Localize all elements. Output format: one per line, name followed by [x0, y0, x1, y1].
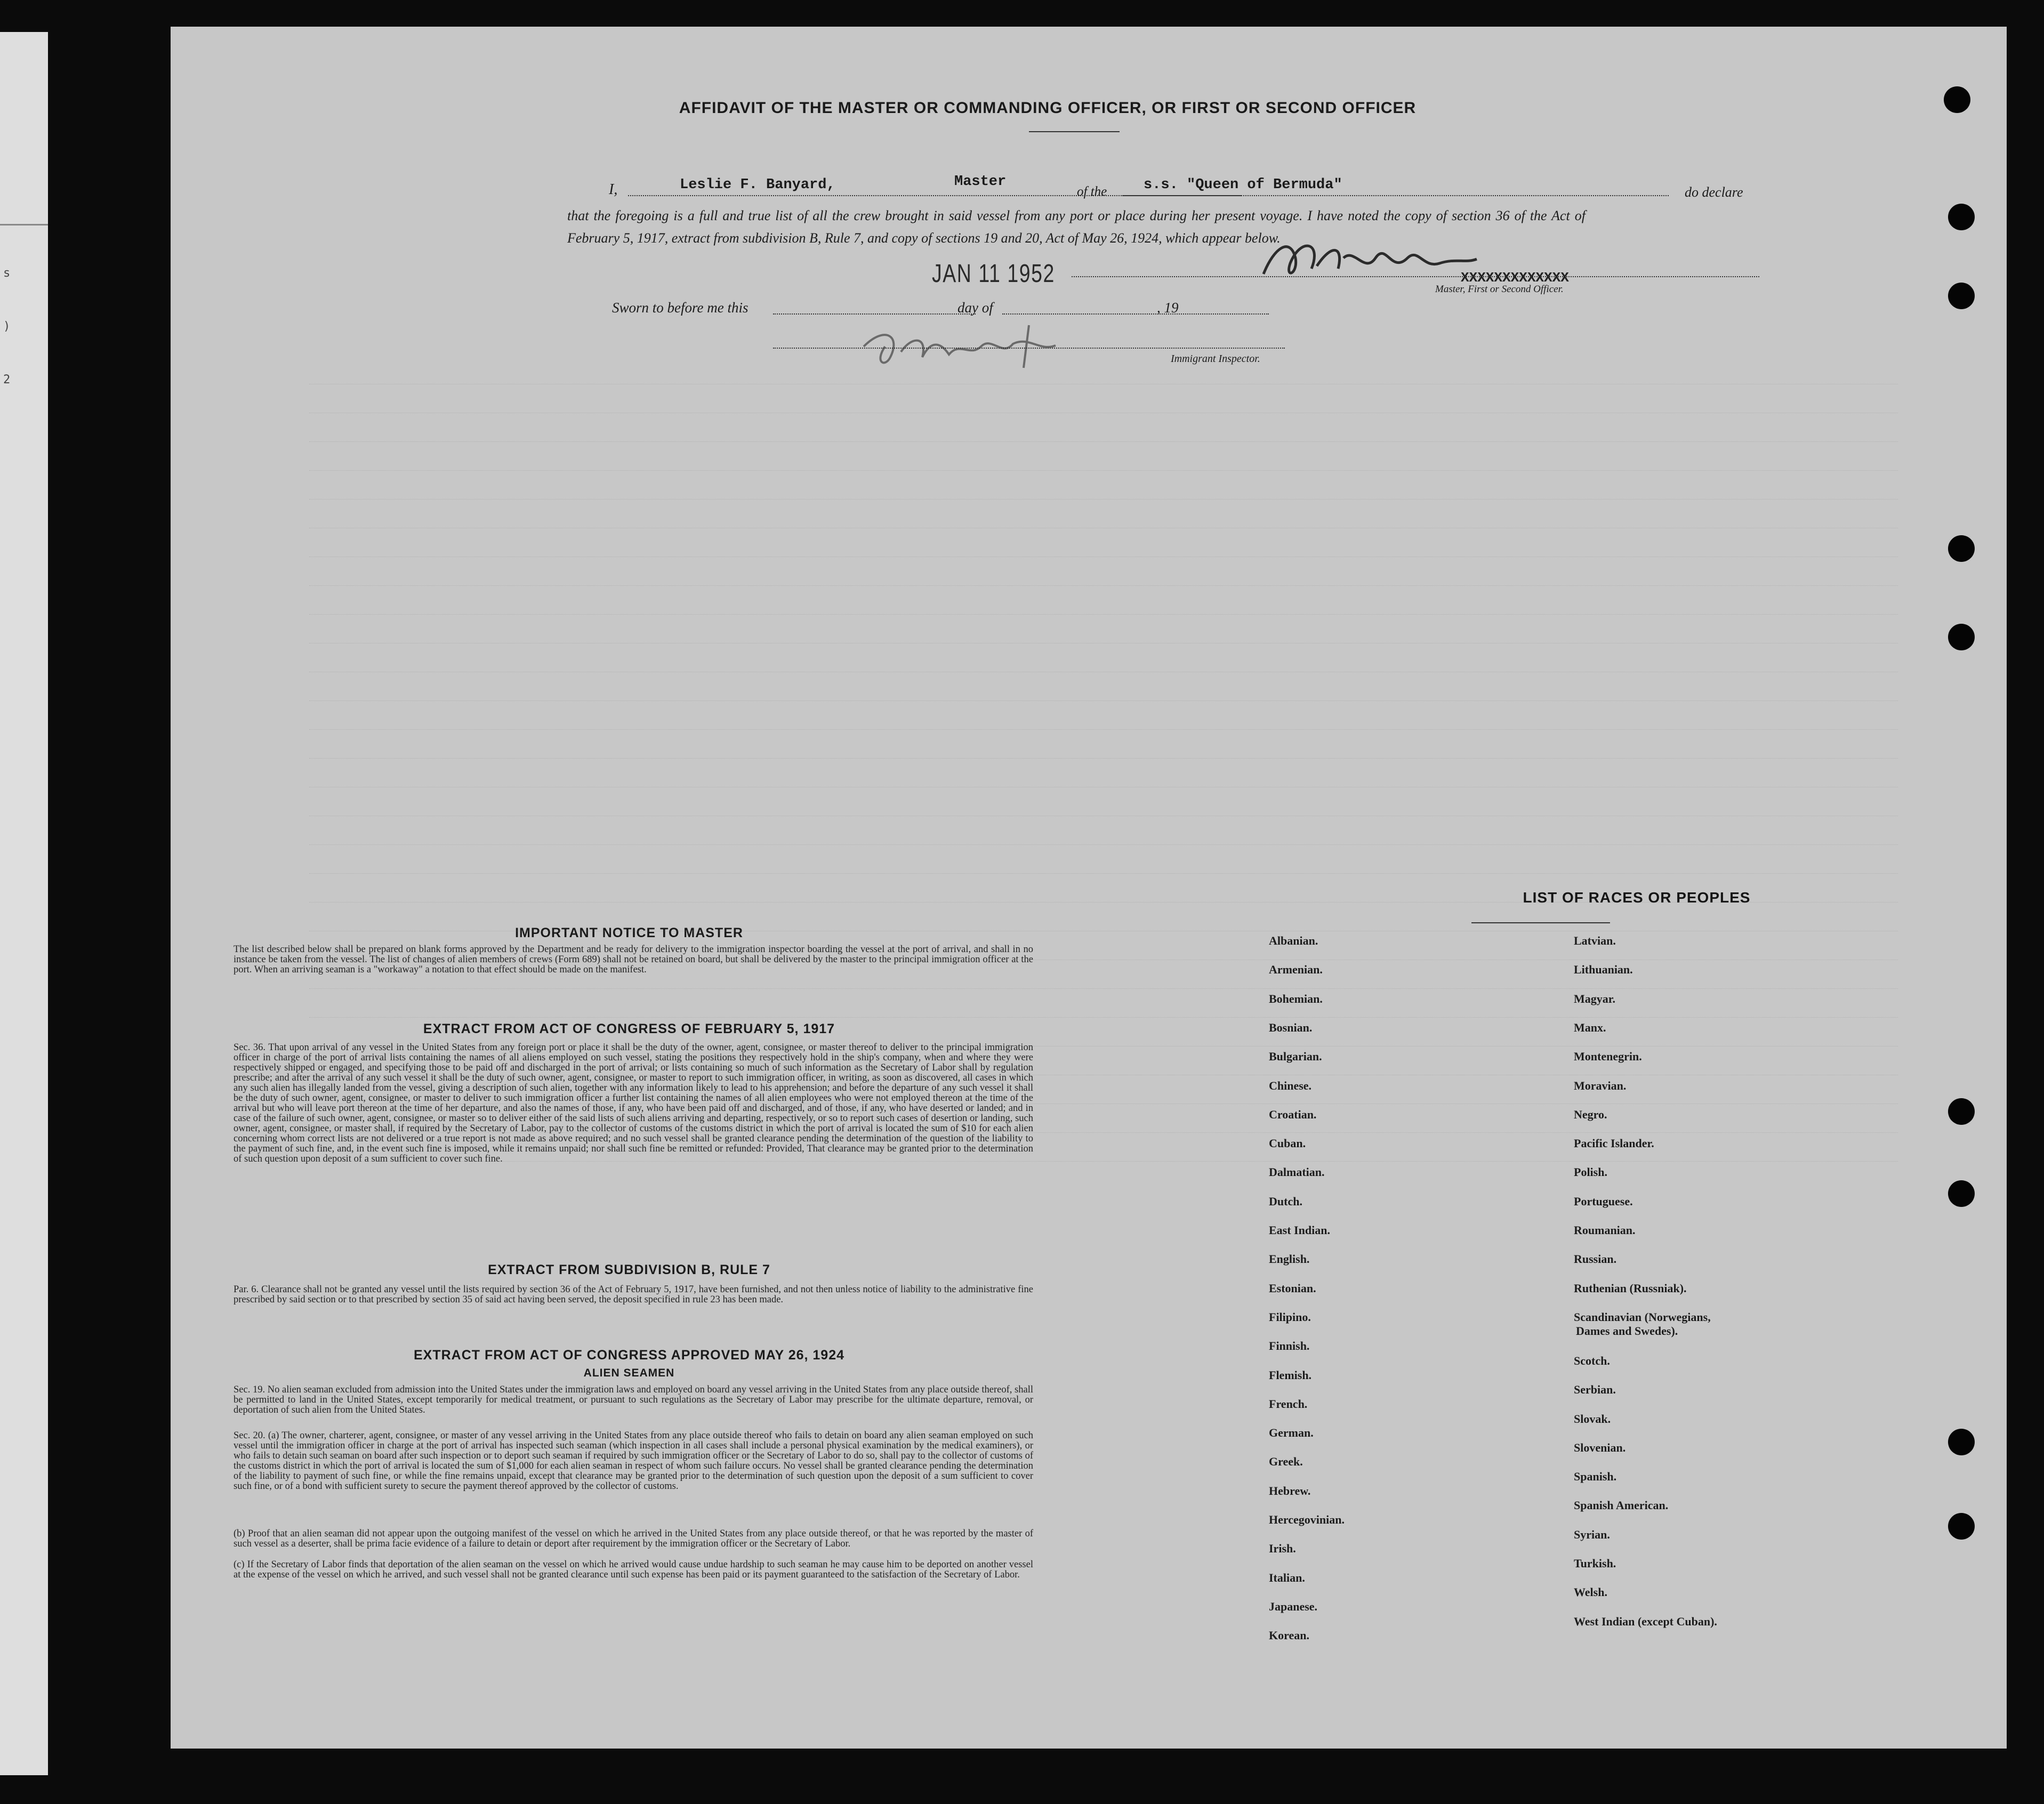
punch-hole	[1948, 1180, 1975, 1207]
bleed-through-row	[309, 810, 1898, 816]
race-item: Hercegovinian.	[1269, 1513, 1345, 1526]
race-item: Armenian.	[1269, 963, 1323, 977]
race-item: Russian.	[1574, 1252, 1617, 1266]
bleed-through-row	[309, 1012, 1898, 1018]
bleed-through-row	[309, 1127, 1898, 1133]
manifest-page	[171, 27, 2007, 1749]
race-item: Filipino.	[1269, 1310, 1311, 1324]
extract-1917-title: EXTRACT FROM ACT OF CONGRESS OF FEBRUARY 5, 1917	[423, 1021, 835, 1036]
race-item: Roumanian.	[1574, 1223, 1636, 1237]
races-divider	[1471, 922, 1610, 923]
punch-hole	[1948, 535, 1975, 562]
punch-hole	[1948, 1098, 1975, 1125]
affidavit-title: AFFIDAVIT OF THE MASTER OR COMMANDING OFFICER, OR FIRST OR SECOND OFFICER	[679, 99, 1417, 117]
race-item: Portuguese.	[1574, 1194, 1633, 1208]
punch-hole	[1948, 1513, 1975, 1540]
extract-rule7-title: EXTRACT FROM SUBDIVISION B, RULE 7	[488, 1262, 770, 1277]
race-item: Slovak.	[1574, 1412, 1611, 1426]
race-item: Spanish American.	[1574, 1499, 1669, 1512]
sworn-before-label: Sworn to before me this	[612, 300, 749, 316]
date-stamp: JAN 11 1952	[932, 260, 1055, 288]
race-item: Dames and Swedes).	[1576, 1324, 1678, 1338]
bleed-through-row	[309, 753, 1898, 759]
race-item: Serbian.	[1574, 1383, 1616, 1397]
inspector-signature	[853, 315, 1098, 373]
bleed-through-row	[309, 522, 1898, 528]
race-item: Pacific Islander.	[1574, 1137, 1654, 1150]
bleed-through-row	[309, 695, 1898, 701]
extract-1924-sec20b: (b) Proof that an alien seaman did not appear upon the outgoing manifest of the vessel on which he arrived in the United States from any place outside thereof, or that he was reported by the master of such vessel as a deserter, shall be prima facie evidence of a failure to detain or deport after requirement by the immigration officer or the Secretary of Labor.	[234, 1528, 1033, 1549]
race-item: Korean.	[1269, 1629, 1309, 1642]
edge-mark: s	[3, 267, 11, 280]
affidavit-body: that the foregoing is a full and true list of all the crew brought in said vessel from any port or place during her present voyage. I have noted the copy of section 36 of the Act of February 5, 1917, extract from subdivision B, Rule 7, and copy of sections 19 and 20, Act of May 26, 1924, which appear below.	[567, 208, 1586, 246]
master-rank: Master	[954, 174, 1007, 190]
race-item: West Indian (except Cuban).	[1574, 1614, 1717, 1628]
bleed-through-row	[309, 465, 1898, 471]
bleed-through-row	[309, 494, 1898, 500]
race-item: Spanish.	[1574, 1470, 1617, 1484]
bleed-through-row	[309, 724, 1898, 730]
race-item: Hebrew.	[1269, 1484, 1311, 1497]
race-item: Welsh.	[1574, 1585, 1607, 1599]
race-item: Lithuanian.	[1574, 963, 1633, 977]
race-item: Flemish.	[1269, 1368, 1312, 1382]
bleed-through-row	[309, 868, 1898, 874]
race-item: Cuban.	[1269, 1137, 1306, 1150]
bleed-through-row	[309, 839, 1898, 845]
extract-1924-sec20c: (c) If the Secretary of Labor finds that deportation of the alien seaman on the vessel on which he arrived would cause undue hardship to such seaman he may cause him to be deported on another vessel at the expense of the vessel on which he arrived, and such vessel shall not be granted clearance until such expense has been paid or its payment guaranteed to the satisfaction of the Secretary of Labor.	[234, 1559, 1033, 1580]
of-the-label: of the	[1077, 184, 1107, 199]
race-item: Japanese.	[1269, 1599, 1318, 1613]
extract-1924-sec19: Sec. 19. No alien seaman excluded from admission into the United States under the immigration laws and employed on board any vessel arriving in the United States from any place outside thereof, shall be permitted to land in the United States, except temporarily for medical treatment, or pursuant to such regulations as the Secretary of Labor may prescribe for the ultimate departure, removal, or deportation of such alien from the United States.	[234, 1384, 1033, 1415]
race-item: Turkish.	[1574, 1557, 1616, 1570]
extract-1924-title: EXTRACT FROM ACT OF CONGRESS APPROVED MAY 26, 1924	[413, 1348, 845, 1363]
extract-1924-sec20a: Sec. 20. (a) The owner, charterer, agent, consignee, or master of any vessel arriving in the United States from any place outside thereof who fails to detain on board any alien seaman employed on such vessel until the immigration officer in charge at the port of arrival has inspected such seaman (which inspection in all cases shall include a personal physical examination by the medical examiners), or who fails to detain such seaman on board after such inspection or to deport such seaman if required by such immigration officer or the Secretary of Labor to do so, shall pay to the collector of customs of the customs district in which the port of arrival is located the sum of $1,000 for each alien seaman in respect of whom such failure occurs. No vessel shall be granted clearance pending the determination of the liability to payment of such fine, or while the fine remains unpaid, except that clearance may be granted prior to the determination of such question upon the deposit of a sum sufficient to cover such fine, or of a bond with sufficient surety to secure the payment thereof approved by the collector of customs.	[234, 1430, 1033, 1492]
race-item: Latvian.	[1574, 934, 1616, 947]
race-item: Estonian.	[1269, 1281, 1316, 1295]
race-item: Scandinavian (Norwegians,	[1574, 1310, 1711, 1324]
day-of-label: day of	[957, 300, 993, 316]
race-item: Albanian.	[1269, 934, 1318, 947]
affidavit-prefix: I,	[609, 181, 618, 198]
bleed-through-row	[309, 580, 1898, 586]
bleed-through-row	[309, 666, 1898, 672]
extract-1924-subtitle: ALIEN SEAMEN	[583, 1367, 675, 1379]
race-item: Croatian.	[1269, 1107, 1317, 1121]
race-item: Irish.	[1269, 1542, 1296, 1556]
year-label: , 19	[1157, 300, 1179, 316]
adjacent-page-edge	[0, 32, 48, 1775]
bleed-through-row	[309, 954, 1898, 960]
bleed-through-row	[309, 638, 1898, 643]
race-item: East Indian.	[1269, 1223, 1330, 1237]
punch-hole	[1948, 1429, 1975, 1455]
bleed-through-row	[309, 1041, 1898, 1046]
races-title: LIST OF RACES OR PEOPLES	[1523, 889, 1751, 906]
punch-hole	[1948, 204, 1975, 230]
bleed-through-row	[309, 436, 1898, 442]
bleed-through-row	[309, 1098, 1898, 1104]
race-item: Finnish.	[1269, 1339, 1310, 1353]
extract-1917-text: Sec. 36. That upon arrival of any vessel in the United States from any foreign port or place it shall be the duty of the owner, agent, consignee, or master thereof to deliver to the principal immigration officer in charge of the port of arrival lists containing the names of all aliens employed on such vessel, stating the positions they respectively hold in the ship's company, when and where they were respectively shipped or engaged, and specifying those to be paid off and discharged in the port of arrival; or lists containing so much of such information as the Secretary of Labor shall by regulation prescribe; and after the arrival of any such vessel it shall be the duty of such owner, agent, consignee, or master to report to such immigration officer, in writing, as soon as discovered, all cases in which any such alien has illegally landed from the vessel, giving a description of such alien, together with any information likely to lead to his apprehension; and before the departure of any such vessel it shall be the duty of such owner, agent, consignee, or master to deliver to such immigration officer a further list containing the names of all alien employees who were not employed thereon at the time of the arrival but who will leave port thereon at the time of her departure, and also the names of those, if any, who have been paid off and discharged, and of those, if any, who have deserted or landed; and in case of the failure of such owner, agent, consignee, or master so to deliver either of the said lists of such aliens arriving and departing, respectively, or so to report such cases of desertion or landing, such owner, agent, consignee, or master shall, if required by the Secretary of Labor, pay to the collector of customs of the customs district in which the port of arrival is located the sum of $10 for each alien concerning whom correct lists are not delivered or a true report is not made as above required; and no such vessel shall be granted clearance pending the determination of the question of the liability to the payment of such fine, and, in the event such fine is imposed, while it remains unpaid; nor shall such fine be remitted or refunded: Provided, That clearance may be granted prior to the determination of such question upon deposit of a sum sufficient to cover such fine.	[234, 1042, 1033, 1164]
bleed-through-row	[309, 897, 1898, 903]
vessel-name: s.s. "Queen of Bermuda"	[1144, 177, 1342, 193]
race-item: German.	[1269, 1426, 1314, 1440]
bleed-through-row	[309, 1156, 1898, 1162]
notice-title: IMPORTANT NOTICE TO MASTER	[515, 925, 743, 940]
race-item: Syrian.	[1574, 1527, 1610, 1541]
signature-caption: Master, First or Second Officer.	[1435, 284, 1564, 295]
inspector-line	[773, 348, 1285, 349]
edge-mark: )	[3, 320, 11, 333]
race-item: French.	[1269, 1397, 1308, 1411]
bleed-through-row	[309, 551, 1898, 557]
inspector-caption: Immigrant Inspector.	[1171, 353, 1260, 365]
bleed-through-row	[309, 1069, 1898, 1075]
race-item: Dutch.	[1269, 1194, 1302, 1208]
punch-hole	[1948, 283, 1975, 309]
extract-rule7-text: Par. 6. Clearance shall not be granted any vessel until the lists required by section 36 of the Act of February 5, 1917, have been furnished, and not then unless notice of liability to the administrative fine prescribed by said section or to that prescribed by section 35 of said act having been served, the deposit specified in rule 23 has been made.	[234, 1284, 1033, 1305]
race-item: Dalmatian.	[1269, 1165, 1325, 1179]
notice-text: The list described below shall be prepared on blank forms approved by the Department and be ready for delivery to the immigration inspector boarding the vessel at the port of arrival, and shall in no instance be taken from the vessel. The list of changes of alien members of crews (Form 689) shall not be retained on board, but shall be delivered by the master to the principal immigration officer at the port. When an arriving seaman is a "workaway" a notation to that effect should be made on the manifest.	[234, 944, 1033, 975]
vessel-line	[1122, 195, 1669, 196]
edge-mark: 2	[3, 373, 11, 386]
race-item: Slovenian.	[1574, 1440, 1626, 1454]
race-item: Ruthenian (Russniak).	[1574, 1281, 1687, 1295]
race-item: Bohemian.	[1269, 992, 1323, 1005]
race-item: Magyar.	[1574, 992, 1616, 1005]
race-item: Manx.	[1574, 1020, 1606, 1034]
race-item: Bosnian.	[1269, 1020, 1313, 1034]
race-item: Greek.	[1269, 1455, 1303, 1469]
race-item: Italian.	[1269, 1571, 1305, 1584]
bleed-through-row	[309, 378, 1898, 384]
race-item: English.	[1269, 1252, 1310, 1266]
race-item: Moravian.	[1574, 1078, 1627, 1092]
struck-out-text: XXXXXXXXXXXXX	[1461, 270, 1569, 286]
bleed-through-row	[309, 782, 1898, 787]
race-item: Polish.	[1574, 1165, 1607, 1179]
punch-hole	[1948, 624, 1975, 650]
do-declare-label: do declare	[1685, 184, 1743, 200]
race-item: Scotch.	[1574, 1354, 1610, 1367]
race-item: Montenegrin.	[1574, 1050, 1642, 1064]
bleed-through-row	[309, 983, 1898, 989]
bleed-through-row	[309, 407, 1898, 413]
punch-hole	[1944, 86, 1970, 113]
bleed-through-row	[309, 925, 1898, 931]
bleed-through-row	[309, 609, 1898, 615]
bleed-through	[309, 384, 1898, 394]
master-name: Leslie F. Banyard,	[680, 177, 835, 193]
race-item: Bulgarian.	[1269, 1050, 1322, 1064]
title-divider	[1029, 131, 1120, 132]
race-item: Negro.	[1574, 1107, 1607, 1121]
race-item: Chinese.	[1269, 1078, 1312, 1092]
